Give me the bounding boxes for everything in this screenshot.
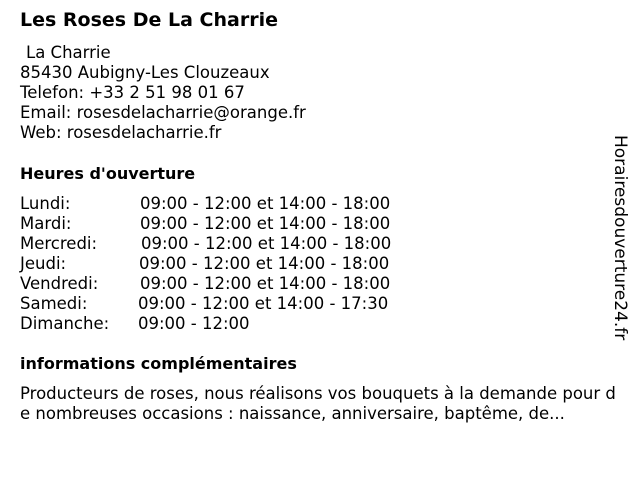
phone-line[interactable]: Telefon: +33 2 51 98 01 67 (20, 83, 245, 102)
day-label: Mardi: (20, 214, 72, 233)
contact-block (20, 43, 306, 143)
info-description: Producteurs de roses, nous réalisons vos bouquets à la demande pour de nombreuses occasions : naissance, anniversaire, baptême, de... (20, 384, 616, 423)
site-watermark: Horairesdouverture24.fr (610, 135, 630, 341)
time-range: 09:00 - 12:00 et 14:00 - 18:00 (141, 234, 392, 253)
hours-heading: Heures d'ouverture (20, 164, 196, 183)
day-label: Mercredi: (20, 234, 98, 253)
info-heading: informations complémentaires (20, 354, 297, 373)
time-range: 09:00 - 12:00 et 14:00 - 18:00 (140, 214, 391, 233)
business-name: Les Roses De La Charrie (20, 9, 278, 31)
postal-city: 85430 Aubigny-Les Clouzeaux (20, 63, 270, 82)
day-label: Samedi: (20, 294, 88, 313)
email-line[interactable]: Email: rosesdelacharrie@orange.fr (20, 103, 306, 122)
day-label: Lundi: (20, 194, 71, 213)
time-range: 09:00 - 12:00 et 14:00 - 18:00 (140, 194, 391, 213)
web-line[interactable]: Web: rosesdelacharrie.fr (20, 123, 222, 142)
time-range: 09:00 - 12:00 (138, 314, 250, 333)
street-address: La Charrie (26, 43, 111, 62)
time-range: 09:00 - 12:00 et 14:00 - 17:30 (138, 294, 389, 313)
day-label: Vendredi: (20, 274, 99, 293)
time-range: 09:00 - 12:00 et 14:00 - 18:00 (140, 274, 391, 293)
day-label: Jeudi: (20, 254, 67, 273)
time-range: 09:00 - 12:00 et 14:00 - 18:00 (139, 254, 390, 273)
day-label: Dimanche: (20, 314, 110, 333)
